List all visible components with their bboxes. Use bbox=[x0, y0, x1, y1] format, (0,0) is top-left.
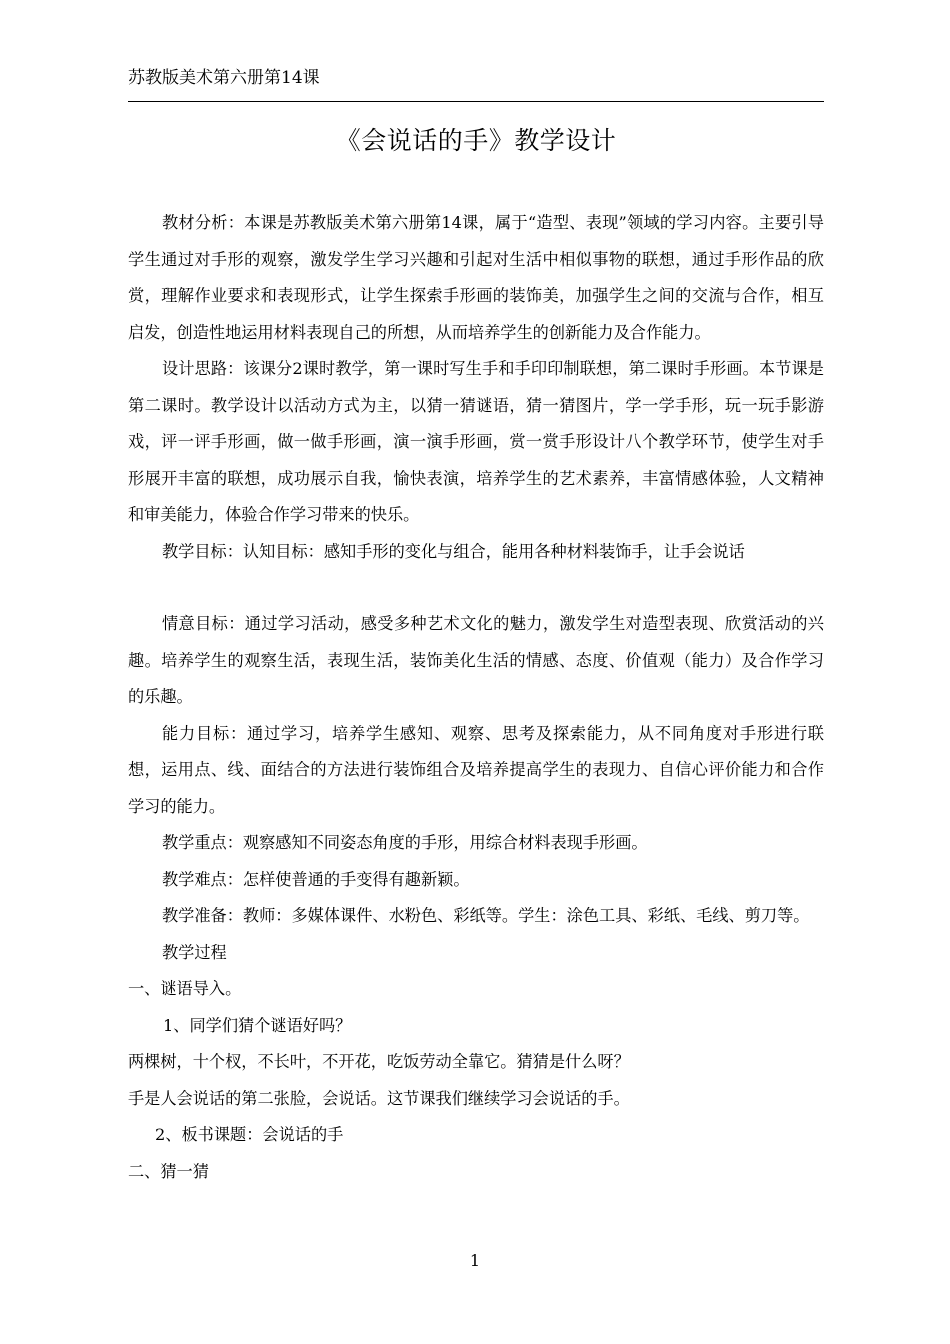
running-header: 苏教版美术第六册第14课 bbox=[128, 68, 320, 88]
step-board-title: 2、板书课题：会说话的手 bbox=[155, 1125, 344, 1144]
process-heading: 教学过程 bbox=[162, 942, 227, 962]
paragraph-goal-ability: 能力目标：通过学习，培养学生感知、观察、思考及探索能力，从不同角度对手形进行联想，运用点、线、面结合的方法进行装饰组合及培养提高学生的表现力、自信心评价能力和合作学习的能力。 bbox=[128, 723, 824, 816]
page-number: 1 bbox=[469, 1251, 481, 1270]
section-heading-riddle: 一、谜语导入。 bbox=[128, 979, 242, 998]
document-title: 《会说话的手》教学设计 bbox=[335, 126, 617, 155]
header-divider bbox=[128, 101, 824, 102]
riddle-text: 两棵树，十个杈，不长叶，不开花，吃饭劳动全靠它。猜猜是什么呀？ bbox=[128, 1052, 630, 1071]
step-riddle-question: 1、同学们猜个谜语好吗？ bbox=[163, 1015, 352, 1035]
paragraph-goal-emotional: 情意目标：通过学习活动，感受多种艺术文化的魅力，激发学生对造型表现、欣赏活动的兴趣。培养学生的观察生活，表现生活，装饰美化生活的情感、态度、价值观（能力）及合作学习的乐趣。 bbox=[128, 614, 824, 706]
paragraph-difficulty: 教学难点：怎样使普通的手变得有趣新颖。 bbox=[162, 869, 470, 889]
paragraph-goal-cognitive: 教学目标：认知目标：感知手形的变化与组合，能用各种材料装饰手，让手会说话 bbox=[162, 541, 745, 561]
paragraph-design: 设计思路：该课分2课时教学，第一课时写生手和手印印制联想，第二课时手形画。本节课是第二课时。教学设计以活动方式为主，以猜一猜谜语，猜一猜图片，学一学手形，玩一玩手影游戏，评一评手形画，做一做手形画，演一演手形画，赏一赏手形设计八个教学环节，使学生对手形展开丰富的联想，成功展示自我，愉快表演，培养学生的艺术素养，丰富情感体验，人文精神和审美能力，体验合作学习带来的快乐。 bbox=[128, 359, 824, 524]
paragraph-key-point: 教学重点：观察感知不同姿态角度的手形，用综合材料表现手形画。 bbox=[162, 833, 648, 852]
riddle-answer: 手是人会说话的第二张脸，会说话。这节课我们继续学习会说话的手。 bbox=[128, 1088, 630, 1108]
section-heading-guess: 二、猜一猜 bbox=[128, 1161, 209, 1181]
document-body bbox=[128, 205, 824, 1190]
paragraph-analysis: 教材分析：本课是苏教版美术第六册第14课，属于“造型、表现”领域的学习内容。主要引导学生通过对手形的观察，激发学生学习兴趣和引起对生活中相似事物的联想，通过手形作品的欣赏，理解作业要求和表现形式，让学生探索手形画的装饰美，加强学生之间的交流与合作，相互启发，创造性地运用材料表现自己的所想，从而培养学生的创新能力及合作能力。 bbox=[128, 213, 824, 342]
paragraph-preparation: 教学准备：教师：多媒体课件、水粉色、彩纸等。学生：涂色工具、彩纸、毛线、剪刀等。 bbox=[162, 906, 810, 925]
